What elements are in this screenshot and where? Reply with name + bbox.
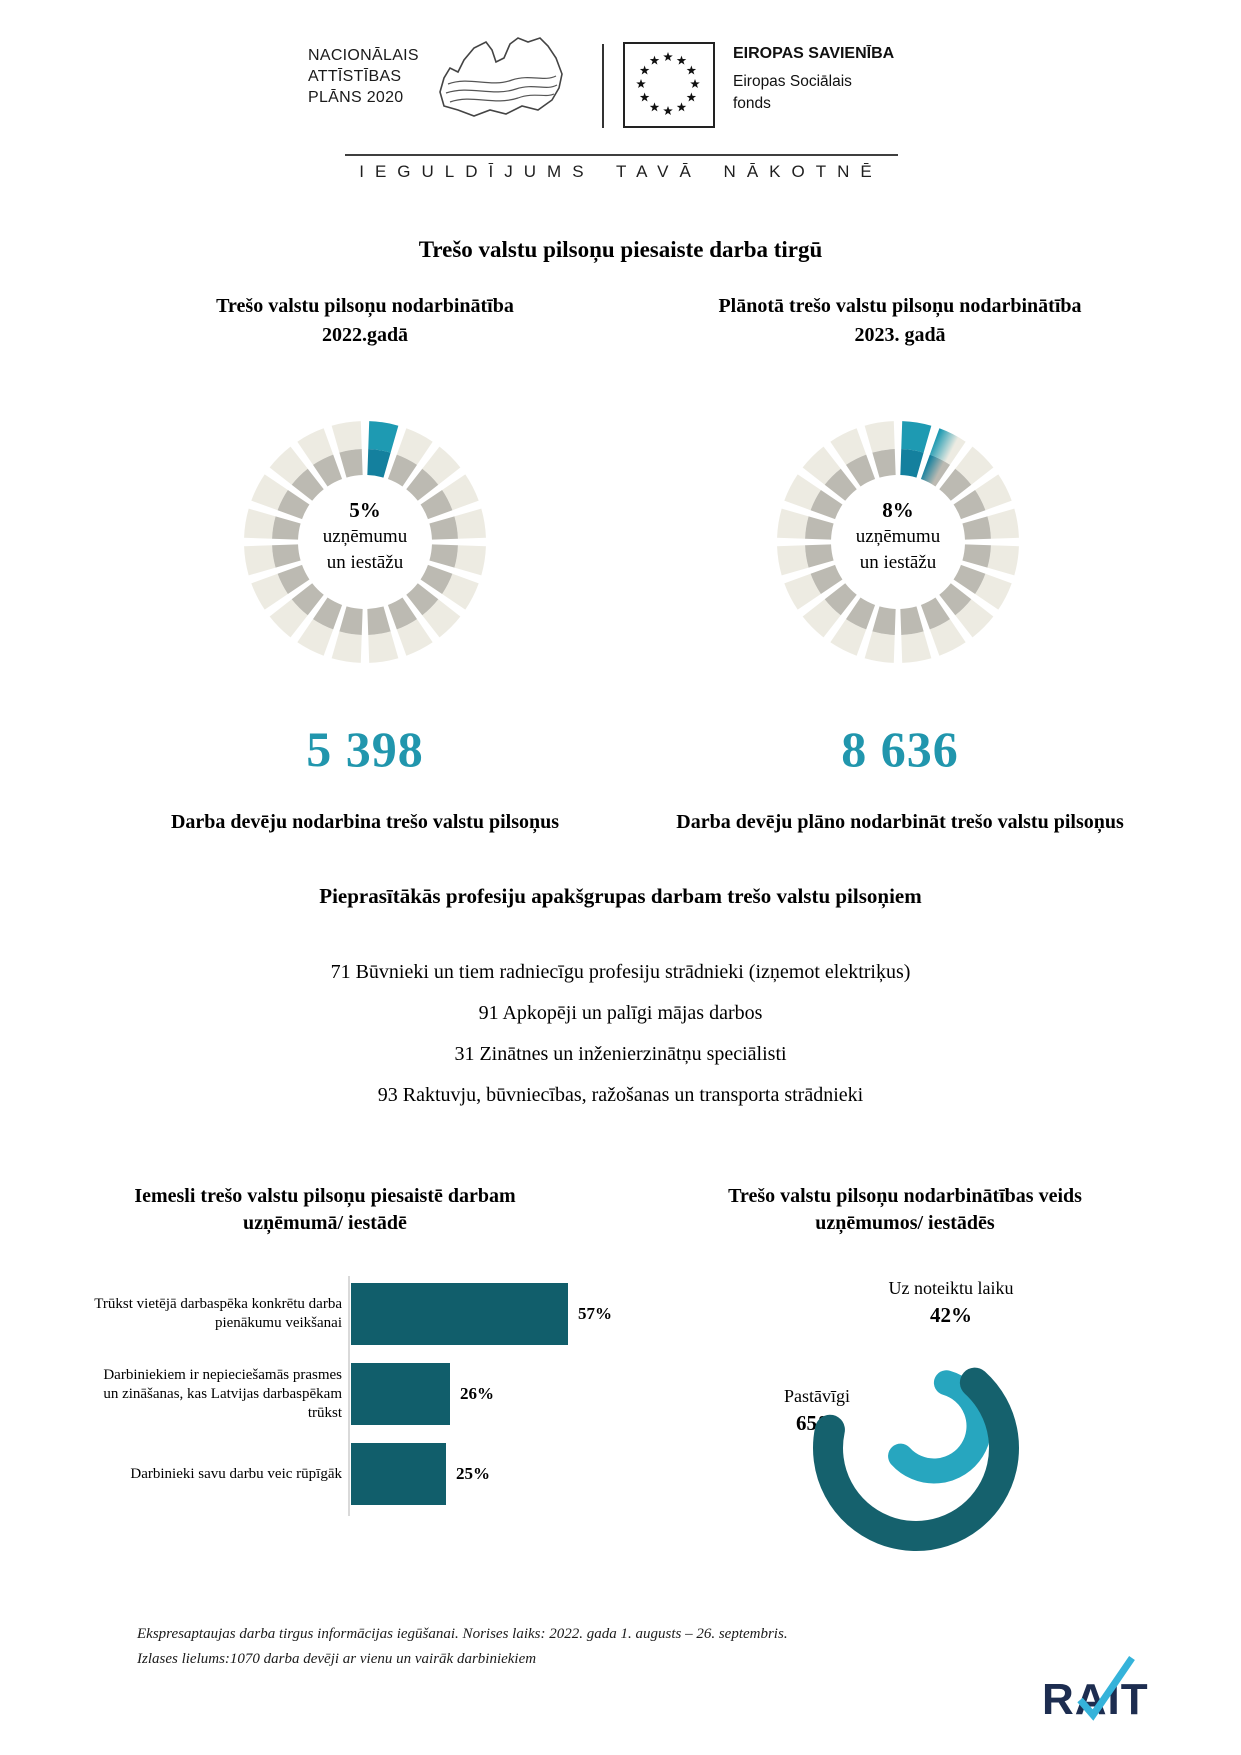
donut-2023-center-label: [808, 496, 988, 576]
bar-value-label: 26%: [460, 1384, 494, 1403]
latvia-map-icon: [430, 34, 570, 136]
bar-row: [351, 1283, 612, 1345]
employment-type-chart-title-line1: Trešo valstu pilsoņu nodarbinātības veids: [728, 1185, 1082, 1207]
donut-2022-percent: 5%: [349, 498, 381, 522]
bar-26: [351, 1363, 450, 1425]
page-title: Trešo valstu pilsoņu piesaiste darba tirgū: [418, 237, 823, 262]
gauge-label-permanent-text: Pastāvīgi: [784, 1386, 850, 1406]
big-number-2023: 8 636: [841, 721, 959, 777]
tagline: IEGULDĪJUMS TAVĀ NĀKOTNĒ: [359, 162, 883, 181]
gauge-label-fixed-term: [846, 1277, 1056, 1330]
bar-row: [351, 1363, 494, 1425]
donut-2022-center-line1: uzņēmumu: [322, 526, 408, 548]
eu-flag-icon: [623, 42, 715, 128]
reasons-chart-title-line2: uzņēmumā/ iestādē: [243, 1212, 407, 1234]
donut-2023-percent: 8%: [882, 498, 914, 522]
rait-logo-text: RAIT: [1042, 1675, 1149, 1724]
bar-label: Darbinieki savu darbu veic rūpīgāk: [130, 1465, 342, 1482]
bar-value-label: 25%: [456, 1464, 490, 1483]
rait-logo: [1036, 1652, 1160, 1724]
donut-2023-title: [645, 292, 1155, 350]
nap2020-logo-line3: PLĀNS 2020: [308, 88, 404, 106]
professions-title: Pieprasītākās profesiju apakšgrupas darbam trešo valstu pilsoņiem: [319, 884, 922, 908]
bar-row: [351, 1443, 490, 1505]
eu-logo-title: EIROPAS SAVIENĪBA: [733, 45, 895, 62]
eu-flag-stars: [625, 44, 713, 126]
donut-2022-center-line2: un iestāžu: [326, 551, 404, 573]
employment-type-chart-title-line2: uzņēmumos/ iestādēs: [815, 1212, 995, 1234]
donut-2022-title: [115, 292, 615, 350]
nap2020-logo-line2: ATTĪSTĪBAS: [308, 67, 402, 85]
profession-item: 93 Raktuvju, būvniecības, ražošanas un transporta strādnieki: [377, 1084, 864, 1106]
nap2020-logo-line1: NACIONĀLAIS: [308, 47, 419, 64]
header-divider: [602, 44, 604, 128]
eu-logo-subtitle-line1: Eiropas Sociālais: [733, 73, 852, 90]
bar-chart-axis: [348, 1276, 350, 1516]
donut-2023-center-line2: un iestāžu: [859, 551, 937, 573]
profession-item: 91 Apkopēji un palīgi mājas darbos: [478, 1002, 763, 1024]
nap2020-logo: [308, 46, 419, 108]
footer-note-line2: Izlases lielums:1070 darba devēji ar vienu un vairāk darbiniekiem: [137, 1651, 537, 1667]
reasons-chart-title-line1: Iemesli trešo valstu pilsoņu piesaistē darbam: [134, 1185, 516, 1207]
reasons-chart-title: [85, 1183, 565, 1237]
footer-note-line1: Ekspresaptaujas darba tirgus informācijas iegūšanai. Norises laiks: 2022. gada 1. augusts – 26. septembris.: [137, 1626, 788, 1642]
bar-value-label: 57%: [578, 1304, 612, 1323]
big-number-2022-caption: Darba devēju nodarbina trešo valstu pilsoņus: [170, 811, 560, 833]
header-rule: [345, 154, 898, 156]
donut-2023-title-line1: Plānotā trešo valstu pilsoņu nodarbinātība: [718, 295, 1082, 317]
bar-label: Darbiniekiem ir nepieciešamās prasmes un zināšanas, kas Latvijas darbaspēkam trūkst: [103, 1366, 342, 1421]
donut-2022-center-label: [275, 496, 455, 576]
bar-label: Trūkst vietējā darbaspēka konkrētu darba pienākumu veikšanai: [94, 1296, 342, 1331]
donut-2023-title-line2: 2023. gadā: [854, 324, 946, 346]
employment-type-chart-title: [665, 1183, 1145, 1237]
donut-2023-center-line1: uzņēmumu: [855, 526, 941, 548]
bar-57: [351, 1283, 568, 1345]
donut-2022-title-line1: Trešo valstu pilsoņu nodarbinātība: [216, 295, 514, 317]
big-number-2022: 5 398: [306, 721, 424, 777]
donut-2022-title-line2: 2022.gadā: [321, 324, 409, 346]
employment-type-gauge-chart: [770, 1330, 1070, 1570]
profession-item: 31 Zinātnes un inženierzinātņu speciālisti: [454, 1043, 787, 1065]
gauge-label-fixed-term-value: 42%: [930, 1303, 972, 1328]
profession-item: 71 Būvnieki un tiem radniecīgu profesiju strādnieki (izņemot elektriķus): [330, 961, 911, 983]
bar-25: [351, 1443, 446, 1505]
big-number-2023-caption: Darba devēju plāno nodarbināt trešo valstu pilsoņus: [676, 811, 1124, 833]
gauge-label-permanent-value: 65%: [796, 1411, 838, 1436]
gauge-label-fixed-term-text: Uz noteiktu laiku: [888, 1278, 1014, 1298]
eu-logo-subtitle-line2: fonds: [733, 95, 771, 112]
